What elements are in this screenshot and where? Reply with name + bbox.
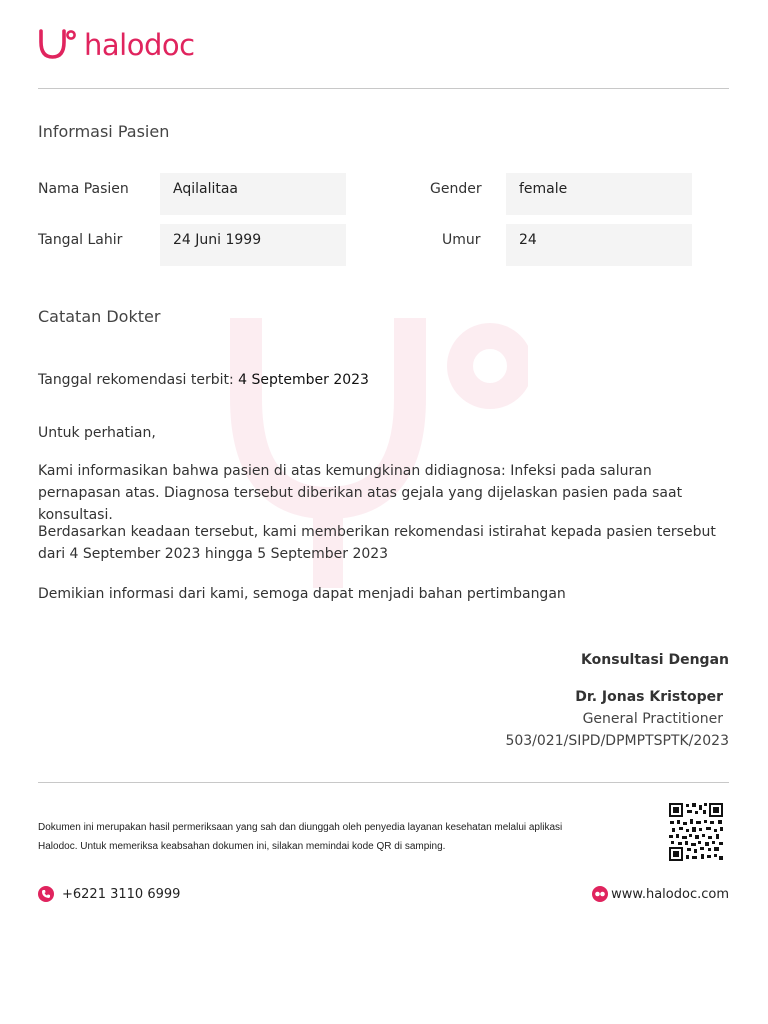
header-divider	[38, 88, 729, 89]
age-value: 24	[506, 224, 692, 266]
dob-value: 24 Juni 1999	[160, 224, 346, 266]
footer-disclaimer	[38, 818, 638, 856]
closing-statement: Demikian informasi dari kami, semoga dapat menjadi bahan pertimbangan	[38, 586, 566, 602]
doctor-license: 503/021/SIPD/DPMPTSPTK/2023	[505, 733, 729, 749]
halodoc-web-icon	[592, 886, 608, 902]
verification-qr-code[interactable]	[668, 802, 724, 862]
gender-value: female	[506, 173, 692, 215]
footer-divider	[38, 782, 729, 783]
doctor-title: General Practitioner	[582, 711, 723, 727]
website-url: www.halodoc.com	[611, 886, 729, 902]
dob-label: Tangal Lahir	[38, 232, 123, 248]
issued-date-value: 4 September 2023	[238, 372, 369, 388]
rest-recommendation-paragraph: Berdasarkan keadaan tersebut, kami memberikan rekomendasi istirahat kepada pasien tersebut dari 4 September 2023 hingga 5 September 2023	[38, 524, 716, 562]
brand-name: halodoc	[84, 28, 195, 62]
website-link[interactable]	[592, 886, 729, 902]
stethoscope-logo-icon	[38, 28, 76, 62]
doctor-name: Dr. Jonas Kristoper	[575, 689, 723, 705]
disclaimer-line-1: Dokumen ini merupakan hasil permeriksaan yang sah dan diunggah oleh penyedia layanan kesehatan melalui aplikasi	[38, 822, 563, 833]
phone-number: +6221 3110 6999	[62, 886, 181, 902]
diagnosis-paragraph: Kami informasikan bahwa pasien di atas kemungkinan didiagnosa: Infeksi pada saluran pernapasan atas. Diagnosa tersebut diberikan atas gejala yang dijelaskan pasien pada saat konsultasi.	[38, 463, 683, 523]
issued-date-line	[38, 369, 730, 391]
gender-label: Gender	[430, 181, 482, 197]
age-label: Umur	[442, 232, 481, 248]
patient-section-title: Informasi Pasien	[38, 122, 170, 141]
issued-date-label: Tanggal rekomendasi terbit:	[38, 372, 234, 388]
greeting: Untuk perhatian,	[38, 425, 156, 441]
disclaimer-line-2: Halodoc. Untuk memeriksa keabsahan dokumen ini, silakan memindai kode QR di samping.	[38, 841, 446, 852]
notes-section-title: Catatan Dokter	[38, 307, 161, 326]
phone-contact[interactable]	[38, 886, 180, 902]
patient-name-value: Aqilalitaa	[160, 173, 346, 215]
consultation-heading: Konsultasi Dengan	[581, 652, 729, 668]
patient-name-label: Nama Pasien	[38, 181, 129, 197]
halodoc-logo	[38, 27, 195, 63]
phone-icon	[38, 886, 54, 902]
